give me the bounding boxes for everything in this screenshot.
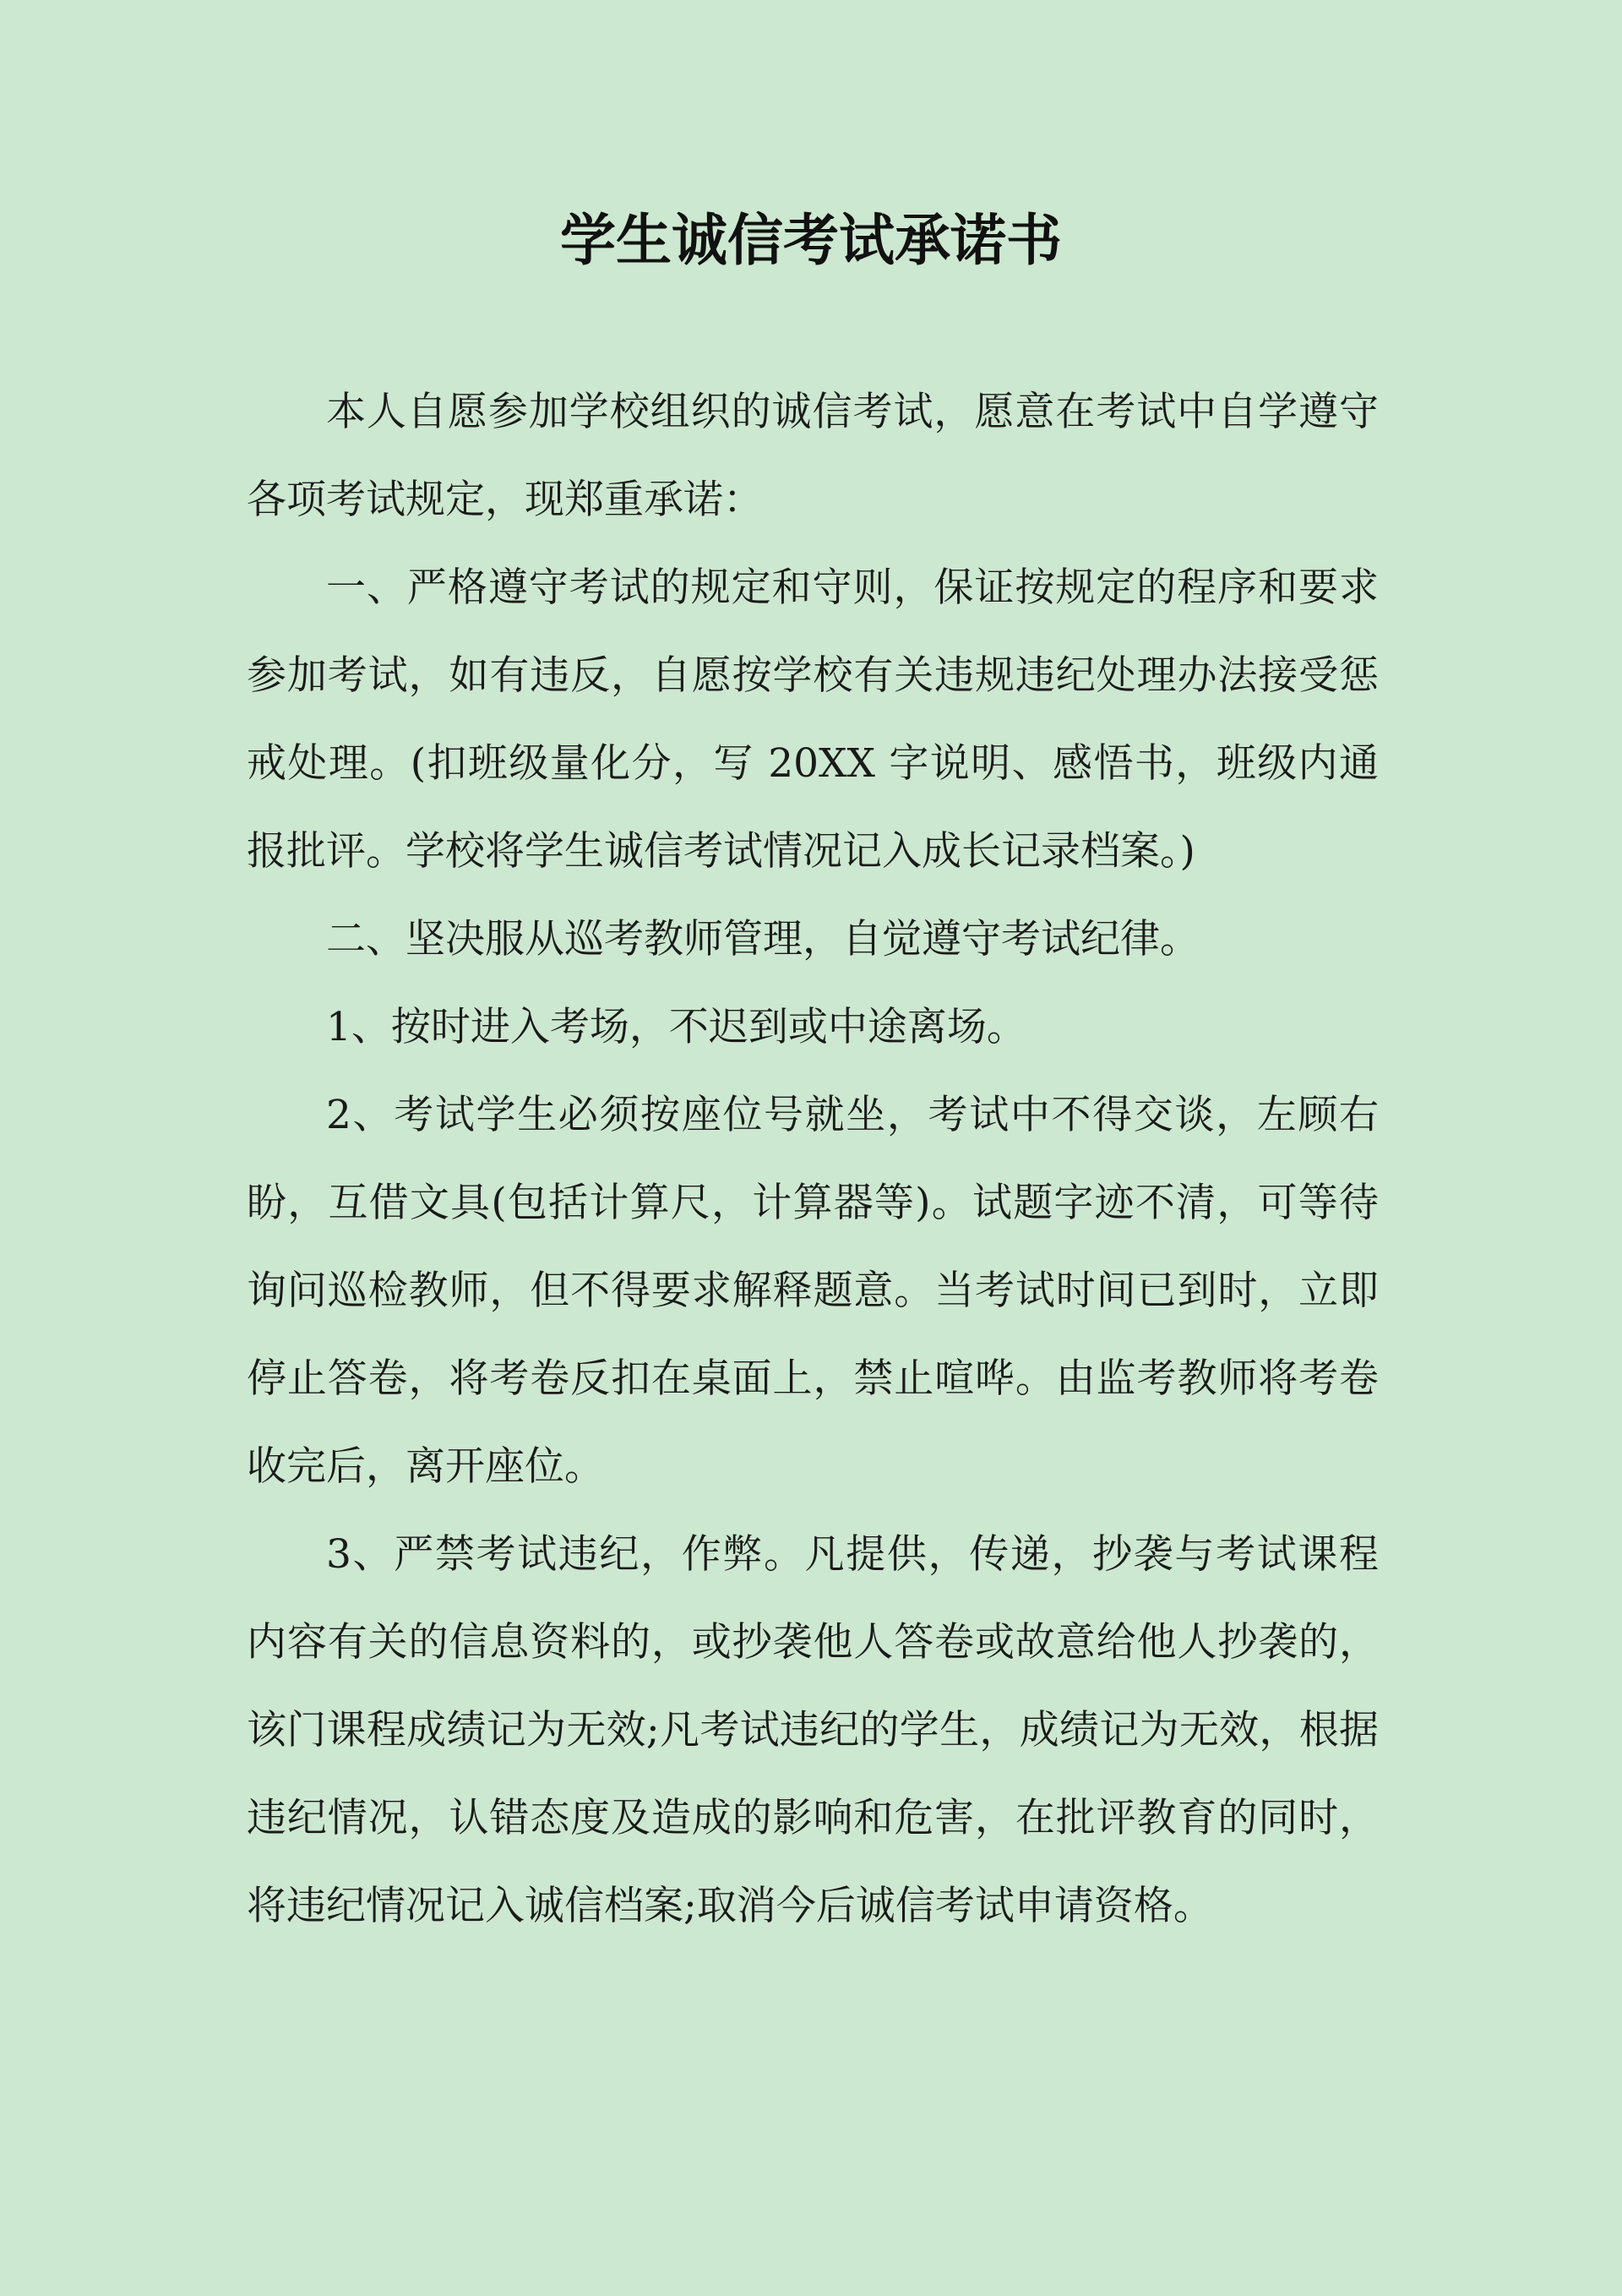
paragraph-rule-two: 二、坚决服从巡考教师管理，自觉遵守考试纪律。 [326,916,1200,963]
paragraph-item-2: 2、考试学生必须按座位号就坐，考试中不得交谈，左顾右盼，互借文具(包括计算尺，计算器等)。试题字迹不清，可等待询问巡检教师，但不得要求解释题意。当考试时间已到时，立即停止答卷，将考卷反扣在桌面上，禁止喧哗。由监考教师将考卷收完后，离开座位。 [247,1092,1379,1490]
paragraph-rule-one: 一、严格遵守考试的规定和守则，保证按规定的程序和要求参加考试，如有违反，自愿按学校有关违规违纪处理办法接受惩戒处理。(扣班级量化分，写 20XX 字说明、感悟书，班级内通报批评。学校将学生诚信考试情况记入成长记录档案。) [247,564,1379,875]
paragraph-item-3: 3、严禁考试违纪，作弊。凡提供，传递，抄袭与考试课程内容有关的信息资料的，或抄袭他人答卷或故意给他人抄袭的，该门课程成绩记为无效;凡考试违纪的学生，成绩记为无效，根据违纪情况，认错态度及造成的影响和危害，在批评教育的同时，将违纪情况记入诚信档案;取消今后诚信考试申请资格。 [247,1531,1379,1929]
paragraph-item-1: 1、按时进入考场，不迟到或中途离场。 [326,1004,1026,1050]
paragraph-intro: 本人自愿参加学校组织的诚信考试，愿意在考试中自学遵守各项考试规定，现郑重承诺： [247,389,1379,523]
document-body [247,368,1379,1950]
document-title: 学生诚信考试承诺书 [560,208,1062,273]
